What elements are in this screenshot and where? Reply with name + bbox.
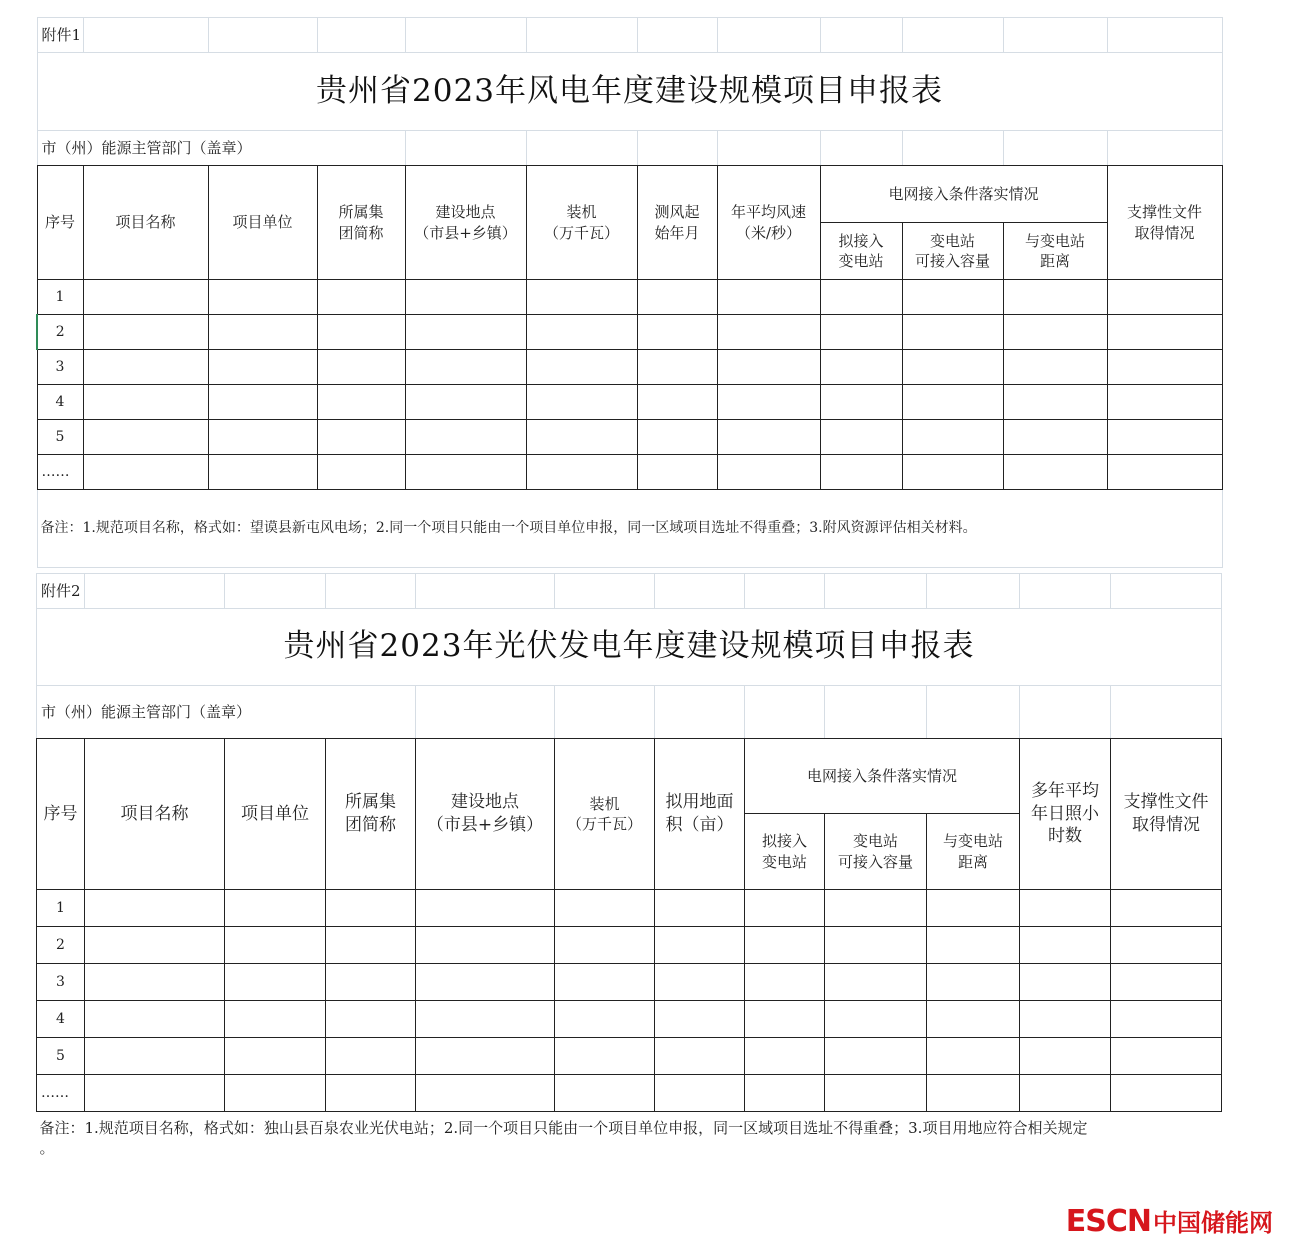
- data-cell[interactable]: [317, 350, 405, 385]
- data-cell[interactable]: [326, 1001, 416, 1038]
- table-row: [37, 385, 1222, 420]
- data-cell[interactable]: [555, 927, 655, 964]
- header-capacity-line: 装机: [566, 203, 597, 222]
- data-cell[interactable]: [208, 315, 317, 350]
- header-location-line: （市县+乡镇）: [414, 223, 517, 242]
- header-grid-capacity: [825, 814, 927, 890]
- header-wind-speed-line: （米/秒）: [735, 223, 802, 242]
- data-cell[interactable]: [820, 420, 902, 455]
- header-support-docs: [1111, 739, 1222, 890]
- data-cell[interactable]: [85, 927, 225, 964]
- table-row: [37, 1001, 1222, 1038]
- data-cell[interactable]: [1107, 455, 1222, 490]
- data-cell[interactable]: [85, 1075, 225, 1112]
- data-cell[interactable]: [1003, 455, 1107, 490]
- data-cell[interactable]: [225, 964, 326, 1001]
- data-cell[interactable]: [225, 890, 326, 927]
- table-row: [37, 315, 1222, 350]
- header-sub-line: 变电站: [838, 252, 884, 270]
- data-cell[interactable]: [1020, 964, 1111, 1001]
- row-seq-cell: 5: [37, 420, 83, 455]
- data-cell[interactable]: [317, 280, 405, 315]
- data-cell[interactable]: [208, 385, 317, 420]
- data-cell[interactable]: [526, 350, 637, 385]
- table-row: [37, 420, 1222, 455]
- data-cell[interactable]: [83, 420, 208, 455]
- data-cell[interactable]: [825, 890, 927, 927]
- data-cell[interactable]: [405, 455, 526, 490]
- data-cell[interactable]: [637, 455, 717, 490]
- header-group: [317, 166, 405, 280]
- data-cell[interactable]: [1111, 1038, 1222, 1075]
- data-cell[interactable]: [1107, 315, 1222, 350]
- header-land-area: [655, 739, 745, 890]
- header-grid-distance: [927, 814, 1020, 890]
- header-wind-start-line: 测风起: [654, 203, 700, 222]
- wind-data-rows: [37, 280, 1222, 490]
- data-cell[interactable]: [1003, 280, 1107, 315]
- data-cell[interactable]: [555, 1075, 655, 1112]
- data-cell[interactable]: [1107, 280, 1222, 315]
- header-sub-line: 可接入容量: [837, 852, 913, 871]
- row-seq-cell: ……: [37, 1075, 85, 1112]
- data-cell[interactable]: [225, 1075, 326, 1112]
- data-cell[interactable]: [1107, 350, 1222, 385]
- data-cell[interactable]: [902, 455, 1003, 490]
- data-cell[interactable]: [326, 964, 416, 1001]
- header-support-line: 支撑性文件: [1123, 792, 1209, 813]
- data-cell[interactable]: [655, 1075, 745, 1112]
- header-grid-substation: [745, 814, 825, 890]
- row-seq-cell: 4: [37, 385, 83, 420]
- data-cell[interactable]: [1111, 890, 1222, 927]
- table-row: [37, 280, 1222, 315]
- data-cell[interactable]: [555, 890, 655, 927]
- data-cell[interactable]: [225, 1038, 326, 1075]
- data-cell[interactable]: [637, 350, 717, 385]
- data-cell[interactable]: [717, 280, 820, 315]
- data-cell[interactable]: [820, 350, 902, 385]
- header-grid-distance: [1003, 223, 1107, 280]
- attachment-label: 附件2: [37, 574, 85, 609]
- data-cell[interactable]: [637, 420, 717, 455]
- data-cell[interactable]: [326, 890, 416, 927]
- form-title: 贵州省2023年风电年度建设规模项目申报表: [37, 53, 1222, 131]
- header-grid-substation: [820, 223, 902, 280]
- data-cell[interactable]: [85, 1001, 225, 1038]
- row-seq-cell: 3: [37, 350, 83, 385]
- data-cell[interactable]: [1111, 964, 1222, 1001]
- data-cell[interactable]: [745, 1001, 825, 1038]
- data-cell[interactable]: [655, 964, 745, 1001]
- header-sun-line: 年日照小: [1031, 803, 1099, 824]
- header-wind-start: [637, 166, 717, 280]
- data-cell[interactable]: [1020, 1001, 1111, 1038]
- data-cell[interactable]: [717, 350, 820, 385]
- data-cell[interactable]: [825, 927, 927, 964]
- header-sub-line: 距离: [957, 852, 988, 871]
- data-cell[interactable]: [1020, 927, 1111, 964]
- data-cell[interactable]: [225, 927, 326, 964]
- data-cell[interactable]: [405, 315, 526, 350]
- header-capacity: [526, 166, 637, 280]
- data-cell[interactable]: [1111, 1001, 1222, 1038]
- data-cell[interactable]: [717, 420, 820, 455]
- row-seq-cell: 5: [37, 1038, 85, 1075]
- data-cell[interactable]: [820, 455, 902, 490]
- data-cell[interactable]: [326, 1038, 416, 1075]
- data-cell[interactable]: [1003, 315, 1107, 350]
- header-group-line: 团简称: [338, 223, 384, 242]
- header-project-name: 项目名称: [83, 166, 208, 280]
- data-cell[interactable]: [326, 927, 416, 964]
- data-cell[interactable]: [825, 964, 927, 1001]
- data-cell[interactable]: [637, 280, 717, 315]
- data-cell[interactable]: [902, 385, 1003, 420]
- header-sub-line: 拟接入: [838, 231, 884, 250]
- logo-en: ESCN: [1065, 1204, 1151, 1239]
- data-cell[interactable]: [83, 315, 208, 350]
- data-cell[interactable]: [820, 385, 902, 420]
- header-project-unit: 项目单位: [225, 739, 326, 890]
- data-cell[interactable]: [902, 315, 1003, 350]
- attachment-label: 附件1: [37, 18, 83, 53]
- data-cell[interactable]: [317, 315, 405, 350]
- data-cell[interactable]: [83, 350, 208, 385]
- data-cell[interactable]: [825, 1001, 927, 1038]
- header-group-line: 所属集: [338, 203, 384, 222]
- data-cell[interactable]: [405, 385, 526, 420]
- data-cell[interactable]: [83, 455, 208, 490]
- header-grid-group: 电网接入条件落实情况: [745, 739, 1020, 814]
- header-sub-line: 与变电站: [942, 832, 1003, 851]
- data-cell[interactable]: [927, 964, 1020, 1001]
- data-cell[interactable]: [927, 1001, 1020, 1038]
- header-support-line: 支撑性文件: [1126, 203, 1202, 222]
- data-cell[interactable]: [317, 455, 405, 490]
- data-cell[interactable]: [745, 964, 825, 1001]
- data-cell[interactable]: [927, 1038, 1020, 1075]
- note-line: 备注：1.规范项目名称，格式如：独山县百泉农业光伏电站；2.同一个项目只能由一个项目单位申报，同一区域项目选址不得重叠；3.项目用地应符合相关规定: [39, 1119, 1088, 1137]
- data-cell[interactable]: [655, 927, 745, 964]
- header-sub-line: 变电站: [929, 231, 975, 250]
- data-cell[interactable]: [927, 890, 1020, 927]
- header-project-unit: 项目单位: [208, 166, 317, 280]
- data-cell[interactable]: [717, 455, 820, 490]
- form-title: 贵州省2023年光伏发电年度建设规模项目申报表: [37, 609, 1222, 686]
- data-cell[interactable]: [208, 455, 317, 490]
- data-cell[interactable]: [655, 1038, 745, 1075]
- data-cell[interactable]: [526, 420, 637, 455]
- data-cell[interactable]: [1003, 350, 1107, 385]
- header-support-line: 取得情况: [1132, 815, 1200, 835]
- logo-cn: 中国储能网: [1153, 1209, 1273, 1237]
- data-cell[interactable]: [637, 315, 717, 350]
- data-cell[interactable]: [555, 964, 655, 1001]
- data-cell[interactable]: [745, 927, 825, 964]
- form-note: 备注：1.规范项目名称，格式如：望谟县新屯风电场；2.同一个项目只能由一个项目单位申报，同一区域项目选址不得重叠；3.附风资源评估相关材料。: [37, 490, 1222, 568]
- data-cell[interactable]: [717, 315, 820, 350]
- header-grid-group: 电网接入条件落实情况: [820, 166, 1107, 223]
- data-cell[interactable]: [85, 1038, 225, 1075]
- header-capacity-line: 装机: [589, 794, 620, 813]
- data-cell[interactable]: [1003, 385, 1107, 420]
- data-cell[interactable]: [902, 280, 1003, 315]
- header-grid-capacity: [902, 223, 1003, 280]
- data-cell[interactable]: [526, 455, 637, 490]
- header-sub-line: 变电站: [761, 852, 807, 871]
- data-cell[interactable]: [1111, 1075, 1222, 1112]
- data-cell[interactable]: [83, 280, 208, 315]
- header-sun-line: 时数: [1048, 826, 1082, 847]
- data-cell[interactable]: [405, 280, 526, 315]
- data-cell[interactable]: [825, 1075, 927, 1112]
- data-cell[interactable]: [1020, 1038, 1111, 1075]
- header-seq: 序号: [37, 739, 85, 890]
- header-capacity-line: （万千瓦）: [543, 223, 619, 242]
- row-seq-cell: 2: [37, 315, 83, 350]
- data-cell[interactable]: [637, 385, 717, 420]
- header-sub-line: 拟接入: [761, 832, 807, 851]
- header-sub-line: 距离: [1039, 252, 1070, 270]
- data-cell[interactable]: [655, 1001, 745, 1038]
- data-cell[interactable]: [820, 280, 902, 315]
- data-cell[interactable]: [85, 964, 225, 1001]
- data-cell[interactable]: [225, 1001, 326, 1038]
- row-seq-cell: 1: [37, 280, 83, 315]
- escn-logo: [1066, 1203, 1273, 1239]
- data-cell[interactable]: [555, 1001, 655, 1038]
- wind-form-table: [36, 17, 1223, 568]
- header-wind-start-line: 始年月: [654, 223, 700, 242]
- data-cell[interactable]: [745, 1075, 825, 1112]
- header-sunshine-hours: [1020, 739, 1111, 890]
- row-seq-cell: 1: [37, 890, 85, 927]
- data-cell[interactable]: [317, 420, 405, 455]
- department-label: 市（州）能源主管部门（盖章）: [37, 131, 405, 166]
- header-sub-line: 变电站: [852, 832, 898, 851]
- row-seq-cell: 3: [37, 964, 85, 1001]
- table-row: [37, 964, 1222, 1001]
- table-row: [37, 455, 1222, 490]
- data-cell[interactable]: [745, 890, 825, 927]
- data-cell[interactable]: [902, 350, 1003, 385]
- row-seq-cell: ……: [37, 455, 83, 490]
- header-seq: 序号: [37, 166, 83, 280]
- header-land-line: 积（亩）: [665, 815, 734, 835]
- header-land-line: 拟用地面: [665, 792, 734, 813]
- header-sub-line: 可接入容量: [914, 252, 990, 270]
- header-project-name: 项目名称: [85, 739, 225, 890]
- pv-form-table: [36, 573, 1222, 1162]
- data-cell[interactable]: [1020, 890, 1111, 927]
- data-cell[interactable]: [902, 420, 1003, 455]
- data-cell[interactable]: [526, 280, 637, 315]
- form-note: [37, 1112, 1222, 1162]
- data-cell[interactable]: [208, 420, 317, 455]
- data-cell[interactable]: [1111, 927, 1222, 964]
- data-cell[interactable]: [1107, 385, 1222, 420]
- data-cell[interactable]: [526, 315, 637, 350]
- data-cell[interactable]: [555, 1038, 655, 1075]
- header-location-line: （市县+乡镇）: [426, 815, 544, 835]
- table-row: [37, 1038, 1222, 1075]
- data-cell[interactable]: [83, 385, 208, 420]
- table-row: [37, 927, 1222, 964]
- header-group-line: 团简称: [345, 815, 396, 835]
- table-row: [37, 350, 1222, 385]
- data-cell[interactable]: [416, 1075, 555, 1112]
- header-support-docs: [1107, 166, 1222, 280]
- data-cell[interactable]: [717, 385, 820, 420]
- data-cell[interactable]: [745, 1038, 825, 1075]
- data-cell[interactable]: [405, 350, 526, 385]
- header-support-line: 取得情况: [1134, 223, 1195, 242]
- data-cell[interactable]: [820, 315, 902, 350]
- data-cell[interactable]: [317, 385, 405, 420]
- header-location-line: 建设地点: [435, 203, 496, 222]
- pv-data-rows: [37, 890, 1222, 1112]
- table-row: [37, 1075, 1222, 1112]
- data-cell[interactable]: [405, 420, 526, 455]
- note-line: 。: [39, 1139, 55, 1158]
- data-cell[interactable]: [85, 890, 225, 927]
- data-cell[interactable]: [416, 890, 555, 927]
- data-cell[interactable]: [416, 1001, 555, 1038]
- row-seq-cell: 4: [37, 1001, 85, 1038]
- data-cell[interactable]: [326, 1075, 416, 1112]
- header-capacity-line: （万千瓦）: [566, 815, 642, 833]
- data-cell[interactable]: [416, 964, 555, 1001]
- data-cell[interactable]: [927, 1075, 1020, 1112]
- data-cell[interactable]: [1107, 420, 1222, 455]
- header-capacity: [555, 739, 655, 890]
- header-group-line: 所属集: [345, 792, 396, 813]
- row-seq-cell: 2: [37, 927, 85, 964]
- data-cell[interactable]: [208, 350, 317, 385]
- header-sun-line: 多年平均: [1031, 780, 1099, 801]
- data-cell[interactable]: [416, 1038, 555, 1075]
- header-location-line: 建设地点: [451, 792, 519, 813]
- data-cell[interactable]: [1020, 1075, 1111, 1112]
- data-cell[interactable]: [1003, 420, 1107, 455]
- data-cell[interactable]: [208, 280, 317, 315]
- data-cell[interactable]: [825, 1038, 927, 1075]
- header-group: [326, 739, 416, 890]
- data-cell[interactable]: [416, 927, 555, 964]
- data-cell[interactable]: [526, 385, 637, 420]
- header-sub-line: 与变电站: [1024, 231, 1085, 250]
- data-cell[interactable]: [655, 890, 745, 927]
- header-location: [416, 739, 555, 890]
- data-cell[interactable]: [927, 927, 1020, 964]
- header-wind-speed-line: 年平均风速: [730, 203, 806, 222]
- header-location: [405, 166, 526, 280]
- department-label: 市（州）能源主管部门（盖章）: [37, 686, 416, 739]
- table-row: [37, 890, 1222, 927]
- header-wind-speed: [717, 166, 820, 280]
